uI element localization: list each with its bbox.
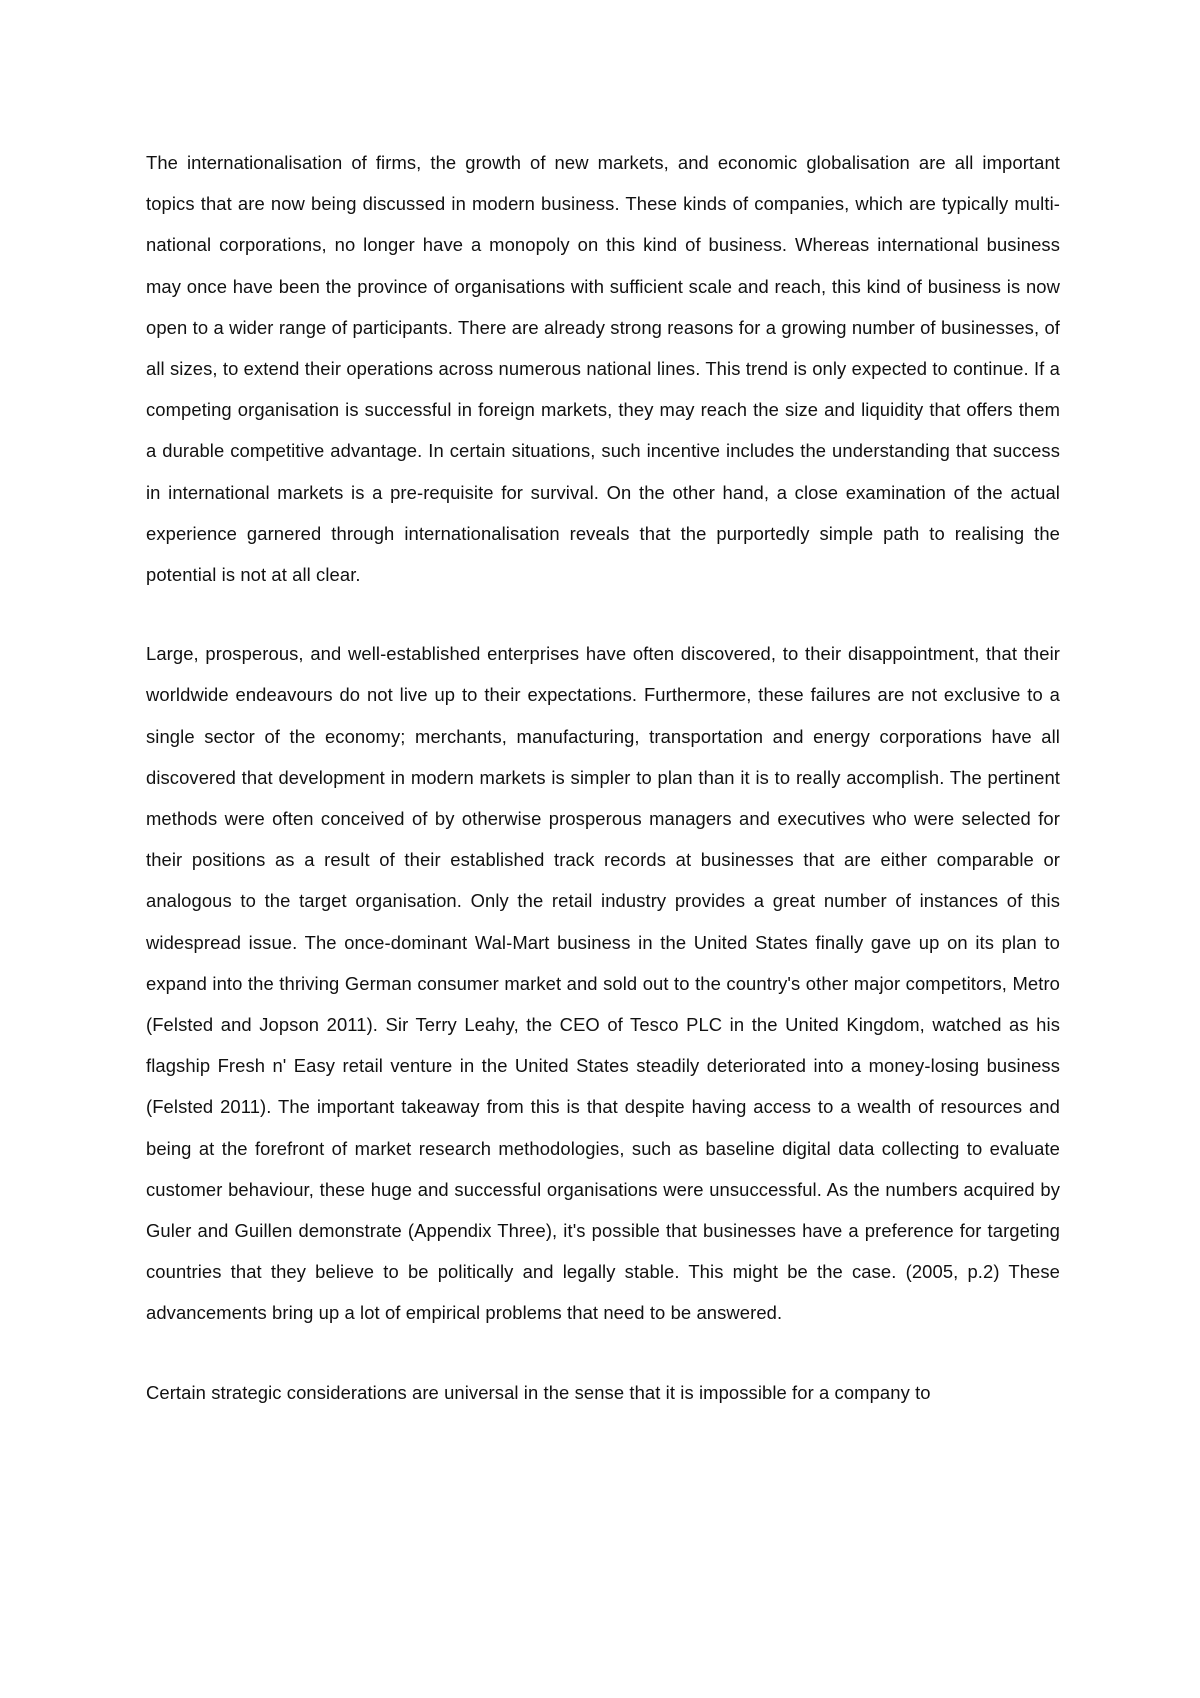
paragraph-internationalisation: The internationalisation of firms, the growth of new markets, and economic globalisation are all important topics that are now being discussed in modern business. These kinds of companies, which are typically multi-national corporations, no longer have a monopoly on this kind of business. Whereas international business may once have been the province of organisations with sufficient scale and reach, this kind of business is now open to a wider range of participants. There are already strong reasons for a growing number of businesses, of all sizes, to extend their operations across numerous national lines. This trend is only expected to continue. If a competing organisation is successful in foreign markets, they may reach the size and liquidity that offers them a durable competitive advantage. In certain situations, such incentive includes the understanding that success in international markets is a pre-requisite for survival. On the other hand, a close examination of the actual experience garnered through internationalisation reveals that the purportedly simple path to realising the potential is not at all clear.	[146, 152, 1060, 586]
document-body	[146, 142, 1060, 1413]
paragraph-enterprise-failures: Large, prosperous, and well-established enterprises have often discovered, to their disappointment, that their worldwide endeavours do not live up to their expectations. Furthermore, these failures are not exclusive to a single sector of the economy; merchants, manufacturing, transportation and energy corporations have all discovered that development in modern markets is simpler to plan than it is to really accomplish. The pertinent methods were often conceived of by otherwise prosperous managers and executives who were selected for their positions as a result of their established track records at businesses that are either comparable or analogous to the target organisation. Only the retail industry provides a great number of instances of this widespread issue. The once-dominant Wal-Mart business in the United States finally gave up on its plan to expand into the thriving German consumer market and sold out to the country's other major competitors, Metro (Felsted and Jopson 2011). Sir Terry Leahy, the CEO of Tesco PLC in the United Kingdom, watched as his flagship Fresh n' Easy retail venture in the United States steadily deteriorated into a money-losing business (Felsted 2011). The important takeaway from this is that despite having access to a wealth of resources and being at the forefront of market research methodologies, such as baseline digital data collecting to evaluate customer behaviour, these huge and successful organisations were unsuccessful. As the numbers acquired by Guler and Guillen demonstrate (Appendix Three), it's possible that businesses have a preference for targeting countries that they believe to be politically and legally stable. This might be the case. (2005, p.2) These advancements bring up a lot of empirical problems that need to be answered.	[146, 643, 1060, 1324]
paragraph-strategic-considerations: Certain strategic considerations are universal in the sense that it is impossible for a company to	[146, 1381, 931, 1403]
